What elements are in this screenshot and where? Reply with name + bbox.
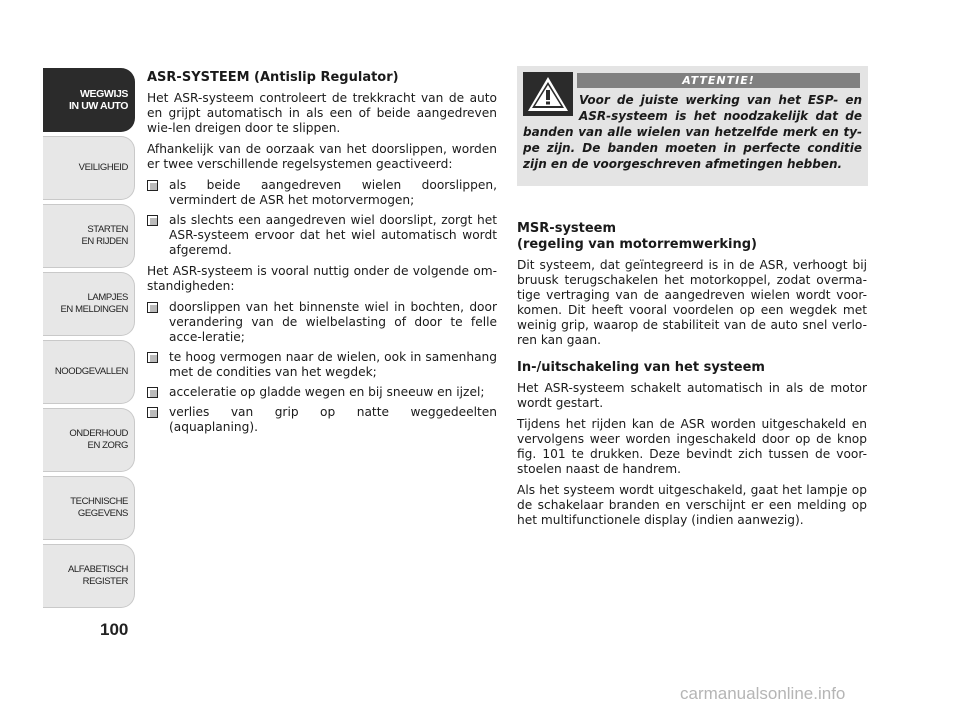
- watermark: carmanualsonline.info: [680, 684, 846, 703]
- tab-starten[interactable]: [43, 204, 135, 268]
- paragraph: Afhankelijk van de oorzaak van het doorslippen, worden er twee verschillende regelsystemen geactiveerd:: [147, 142, 497, 171]
- attention-text-wrap: [523, 92, 862, 172]
- list-item: [147, 405, 497, 435]
- checkbox-bullet-icon: [147, 352, 158, 363]
- checkbox-bullet-icon: [147, 387, 158, 398]
- list-item: [147, 178, 497, 208]
- tab-wegwijs[interactable]: [43, 68, 135, 132]
- bullet-list: [147, 178, 497, 258]
- list-item-text: verlies van grip op natte weggedeelten (aquaplaning).: [169, 405, 497, 434]
- tab-register[interactable]: [43, 544, 135, 608]
- checkbox-bullet-icon: [147, 180, 158, 191]
- tab-lampjes[interactable]: [43, 272, 135, 336]
- paragraph: Als het systeem wordt uitgeschakeld, gaat het lampje op de schakelaar branden en verschijnt er een melding op het multifunctionele display (indien aanwezig).: [517, 483, 867, 527]
- list-item-text: doorslippen van het binnenste wiel in bochten, door verandering van de wielbelasting of door te felle acce-leratie;: [169, 300, 497, 344]
- tab-label: WEGWIJS IN UW AUTO: [69, 88, 128, 112]
- msr-title-line1: MSR-systeem: [517, 221, 617, 236]
- chapter-sidebar: [43, 68, 135, 612]
- checkbox-bullet-icon: [147, 407, 158, 418]
- paragraph: Tijdens het rijden kan de ASR worden uitgeschakeld en vervolgens weer worden ingeschakeld door op de knop fig. 101 te drukken. Deze bevindt zich tussen de voor-stoelen naast de handrem.: [517, 417, 867, 476]
- tab-onderhoud[interactable]: [43, 408, 135, 472]
- tab-label: LAMPJES EN MELDINGEN: [60, 292, 128, 315]
- msr-section: [517, 221, 867, 534]
- tab-label: STARTEN EN RIJDEN: [81, 224, 128, 247]
- paragraph: Het ASR-systeem schakelt automatisch in als de motor wordt gestart.: [517, 381, 867, 410]
- checkbox-bullet-icon: [147, 215, 158, 226]
- section-title: In-/uitschakeling van het systeem: [517, 360, 765, 375]
- section-title: [517, 221, 867, 253]
- checkbox-bullet-icon: [147, 302, 158, 313]
- list-item: [147, 350, 497, 380]
- tab-label: VEILIGHEID: [78, 162, 128, 173]
- paragraph: Het ASR-systeem controleert de trekkracht van de auto en grijpt automatisch in als een of beide aangedreven wie-len dreigen door te slippen.: [147, 91, 497, 135]
- attention-heading: ATTENTIE!: [577, 73, 860, 88]
- asr-section: [147, 70, 497, 441]
- tab-technische[interactable]: [43, 476, 135, 540]
- paragraph: Dit systeem, dat geïntegreerd is in de ASR, verhoogt bij bruusk terugschakelen het motorkoppel, zodat overma-tige vertraging van de aangedreven wielen wordt voor-komen. Dit heeft vooral voordelen op een wegdek met weinig grip, waarop de stabiliteit van de auto snel verlo-ren kan gaan.: [517, 258, 867, 347]
- section-title: ASR-SYSTEEM (Antislip Regulator): [147, 70, 399, 85]
- list-item: [147, 385, 497, 400]
- list-item-text: als slechts een aangedreven wiel doorslipt, zorgt het ASR-systeem ervoor dat het wiel automatisch wordt afgeremd.: [169, 213, 497, 257]
- page-number: 100: [100, 620, 129, 639]
- list-item: [147, 213, 497, 258]
- attention-text: Voor de juiste werking van het ESP- en ASR-systeem is het noodzakelijk dat de banden van alle wielen van hetzelfde merk en ty-pe zijn. De banden moeten in perfecte conditie zijn en de voorgeschreven afmetingen hebben.: [523, 93, 862, 171]
- tab-label: NOODGEVALLEN: [54, 366, 128, 377]
- paragraph: Het ASR-systeem is vooral nuttig onder de volgende om-standigheden:: [147, 264, 497, 293]
- list-item-text: acceleratie op gladde wegen en bij sneeuw en ijzel;: [169, 385, 485, 399]
- list-item: [147, 300, 497, 345]
- list-item-text: als beide aangedreven wielen doorslippen, vermindert de ASR het motorvermogen;: [169, 178, 497, 207]
- tab-label: ONDERHOUD EN ZORG: [69, 428, 128, 451]
- list-item-text: te hoog vermogen naar de wielen, ook in samenhang met de condities van het wegdek;: [169, 350, 497, 379]
- bullet-list: [147, 300, 497, 435]
- tab-label: ALFABETISCH REGISTER: [67, 564, 128, 587]
- attention-box: [517, 66, 868, 186]
- tab-veiligheid[interactable]: [43, 136, 135, 200]
- tab-noodgevallen[interactable]: [43, 340, 135, 404]
- tab-label: TECHNISCHE GEGEVENS: [70, 496, 128, 519]
- msr-title-line2: (regeling van motorremwerking): [517, 237, 757, 252]
